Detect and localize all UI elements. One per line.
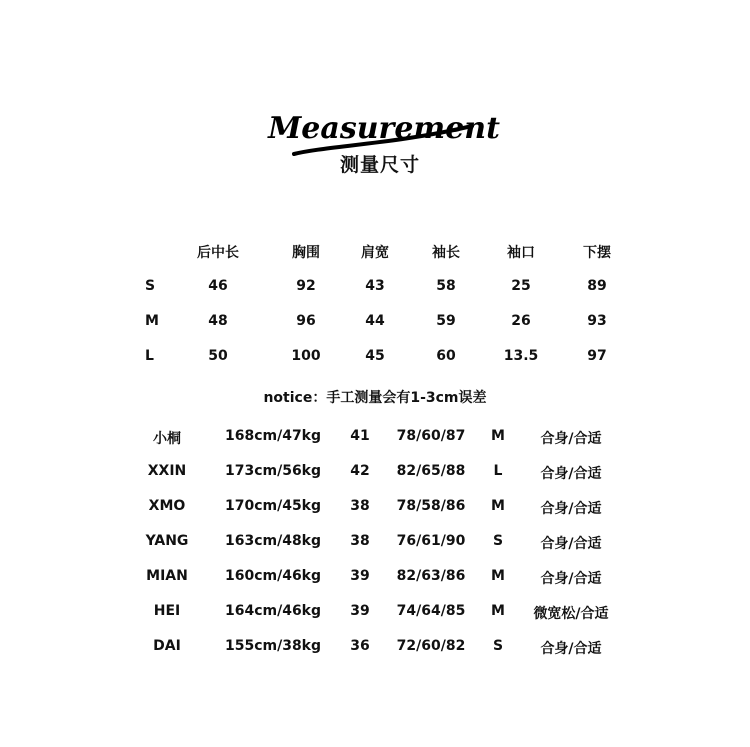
model-height-weight: 160cm/46kg: [224, 568, 322, 584]
logo-subtitle: 测量尺寸: [339, 154, 420, 176]
model-size: M: [491, 498, 505, 514]
model-fit: 合身/合适: [540, 431, 602, 447]
model-fit: 合身/合适: [540, 641, 602, 657]
size-table-header: 胸围: [292, 245, 320, 261]
model-shoe: 41: [350, 428, 370, 444]
model-bwh: 72/60/82: [396, 638, 466, 654]
notice-text: notice：手工测量会有1-3cm误差: [263, 390, 487, 406]
size-table-header: 下摆: [583, 245, 611, 261]
model-shoe: 38: [350, 498, 370, 514]
size-table-cell: 25: [511, 278, 531, 294]
model-fit: 微宽松/合适: [533, 606, 609, 622]
model-fit: 合身/合适: [540, 466, 602, 482]
size-table-cell: 44: [365, 313, 385, 329]
model-height-weight: 168cm/47kg: [224, 428, 322, 444]
model-name: MIAN: [146, 568, 188, 584]
size-table-cell: 45: [365, 348, 385, 364]
model-name: XXIN: [147, 463, 187, 479]
model-bwh: 76/61/90: [396, 533, 466, 549]
size-table-cell: 59: [436, 313, 456, 329]
model-size: M: [491, 568, 505, 584]
size-table-cell: 93: [587, 313, 607, 329]
size-table-cell: 58: [436, 278, 456, 294]
model-bwh: 82/65/88: [396, 463, 466, 479]
size-table-cell: 43: [365, 278, 385, 294]
size-table-header: 后中长: [197, 245, 239, 261]
model-height-weight: 170cm/45kg: [224, 498, 322, 514]
model-name: XMO: [148, 498, 186, 514]
size-table-cell: 100: [291, 348, 321, 364]
size-table-cell: 89: [587, 278, 607, 294]
size-table-header: 肩宽: [361, 245, 389, 261]
logo-wordmark: Measurement: [268, 111, 500, 146]
size-label: M: [145, 313, 159, 329]
size-table-cell: 96: [296, 313, 316, 329]
model-shoe: 42: [350, 463, 370, 479]
model-bwh: 78/60/87: [396, 428, 466, 444]
size-table-cell: 13.5: [503, 348, 539, 364]
model-name: HEI: [153, 603, 181, 619]
size-table-cell: 60: [436, 348, 456, 364]
size-table-cell: 46: [208, 278, 228, 294]
model-shoe: 39: [350, 603, 370, 619]
size-label: S: [145, 278, 156, 294]
size-table-header: 袖长: [432, 245, 460, 261]
model-bwh: 74/64/85: [396, 603, 466, 619]
model-height-weight: 155cm/38kg: [224, 638, 322, 654]
model-fit: 合身/合适: [540, 501, 602, 517]
model-size: M: [491, 603, 505, 619]
model-height-weight: 163cm/48kg: [224, 533, 322, 549]
model-size: M: [491, 428, 505, 444]
model-bwh: 78/58/86: [396, 498, 466, 514]
model-fit: 合身/合适: [540, 536, 602, 552]
model-height-weight: 164cm/46kg: [224, 603, 322, 619]
model-name: 小桐: [153, 431, 181, 447]
model-size: L: [493, 463, 503, 479]
model-shoe: 36: [350, 638, 370, 654]
size-table-cell: 26: [511, 313, 531, 329]
size-table-cell: 48: [208, 313, 228, 329]
size-table-cell: 92: [296, 278, 316, 294]
model-bwh: 82/63/86: [396, 568, 466, 584]
size-label: L: [145, 348, 154, 364]
size-table-header: 袖口: [507, 245, 535, 261]
model-size: S: [492, 533, 504, 549]
model-shoe: 39: [350, 568, 370, 584]
model-height-weight: 173cm/56kg: [224, 463, 322, 479]
model-shoe: 38: [350, 533, 370, 549]
size-table-cell: 97: [587, 348, 607, 364]
model-name: DAI: [153, 638, 181, 654]
model-fit: 合身/合适: [540, 571, 602, 587]
model-size: S: [492, 638, 504, 654]
size-table-cell: 50: [208, 348, 228, 364]
model-name: YANG: [145, 533, 189, 549]
